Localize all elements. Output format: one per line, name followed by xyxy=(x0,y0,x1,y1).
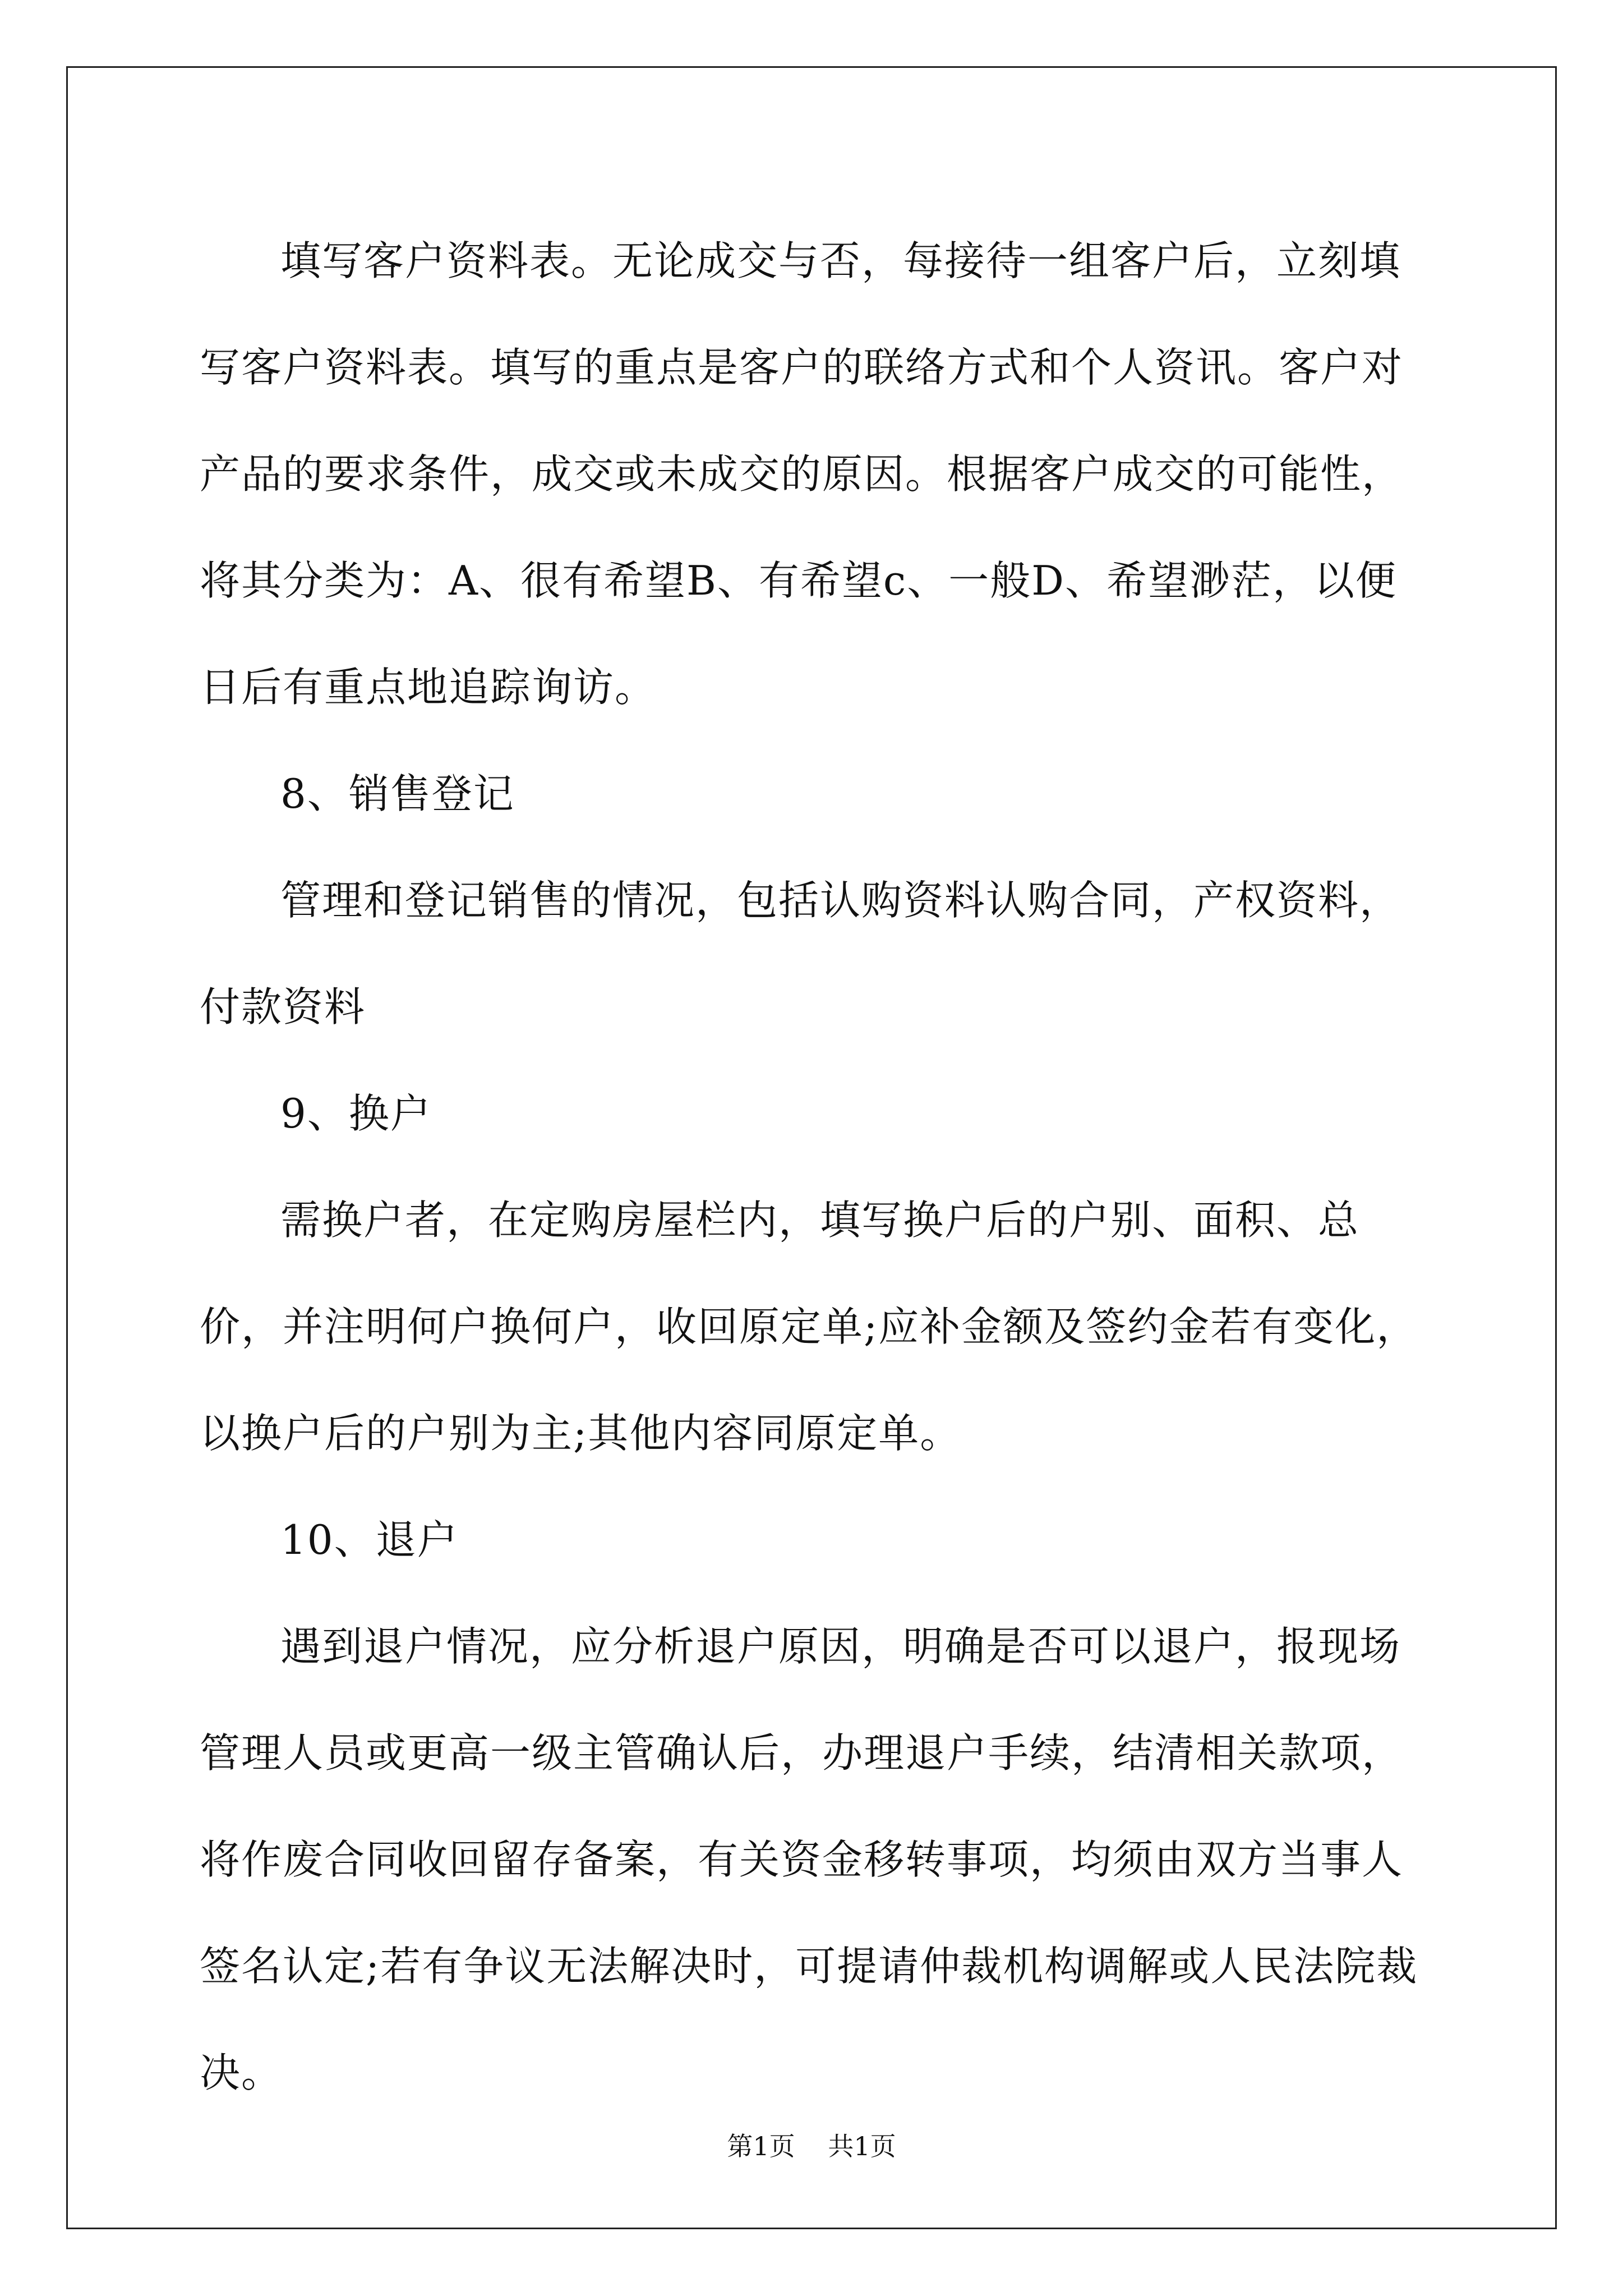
paragraph-sales-registration: 管理和登记销售的情况，包括认购资料认购合同，产权资料，付款资料 xyxy=(200,877,1401,1030)
paragraph-customer-form: 填写客户资料表。无论成交与否，每接待一组客户后，立刻填写客户资料表。填写的重点是客户的联络方式和个人资讯。客户对产品的要求条件，成交或未成交的原因。根据客户成交的可能性，将其分类为：A、很有希望B、有希望c、一般D、希望渺茫，以便日后有重点地追踪询访。 xyxy=(200,237,1404,711)
heading-unit-exchange: 9、换户 xyxy=(280,1090,432,1137)
heading-unit-return: 10、退户 xyxy=(280,1516,459,1563)
page-footer xyxy=(0,2126,1623,2163)
document-body xyxy=(200,208,1428,2126)
page-number: 第1页 xyxy=(727,2131,795,2161)
paragraph-unit-exchange: 需换户者，在定购房屋栏内，填写换户后的户别、面积、总价，并注明何户换何户，收回原定单;应补金额及签约金若有变化，以换户后的户别为主;其他内容同原定单。 xyxy=(200,1197,1418,1457)
page-total: 共1页 xyxy=(828,2131,896,2161)
heading-sales-registration: 8、销售登记 xyxy=(280,770,515,817)
paragraph-unit-return: 遇到退户情况，应分析退户原因，明确是否可以退户，报现场管理人员或更高一级主管确认后，办理退户手续，结清相关款项，将作废合同收回留存备案，有关资金移转事项，均须由双方当事人签名认定;若有争议无法解决时，可提请仲裁机构调解或人民法院裁决。 xyxy=(200,1623,1418,2096)
